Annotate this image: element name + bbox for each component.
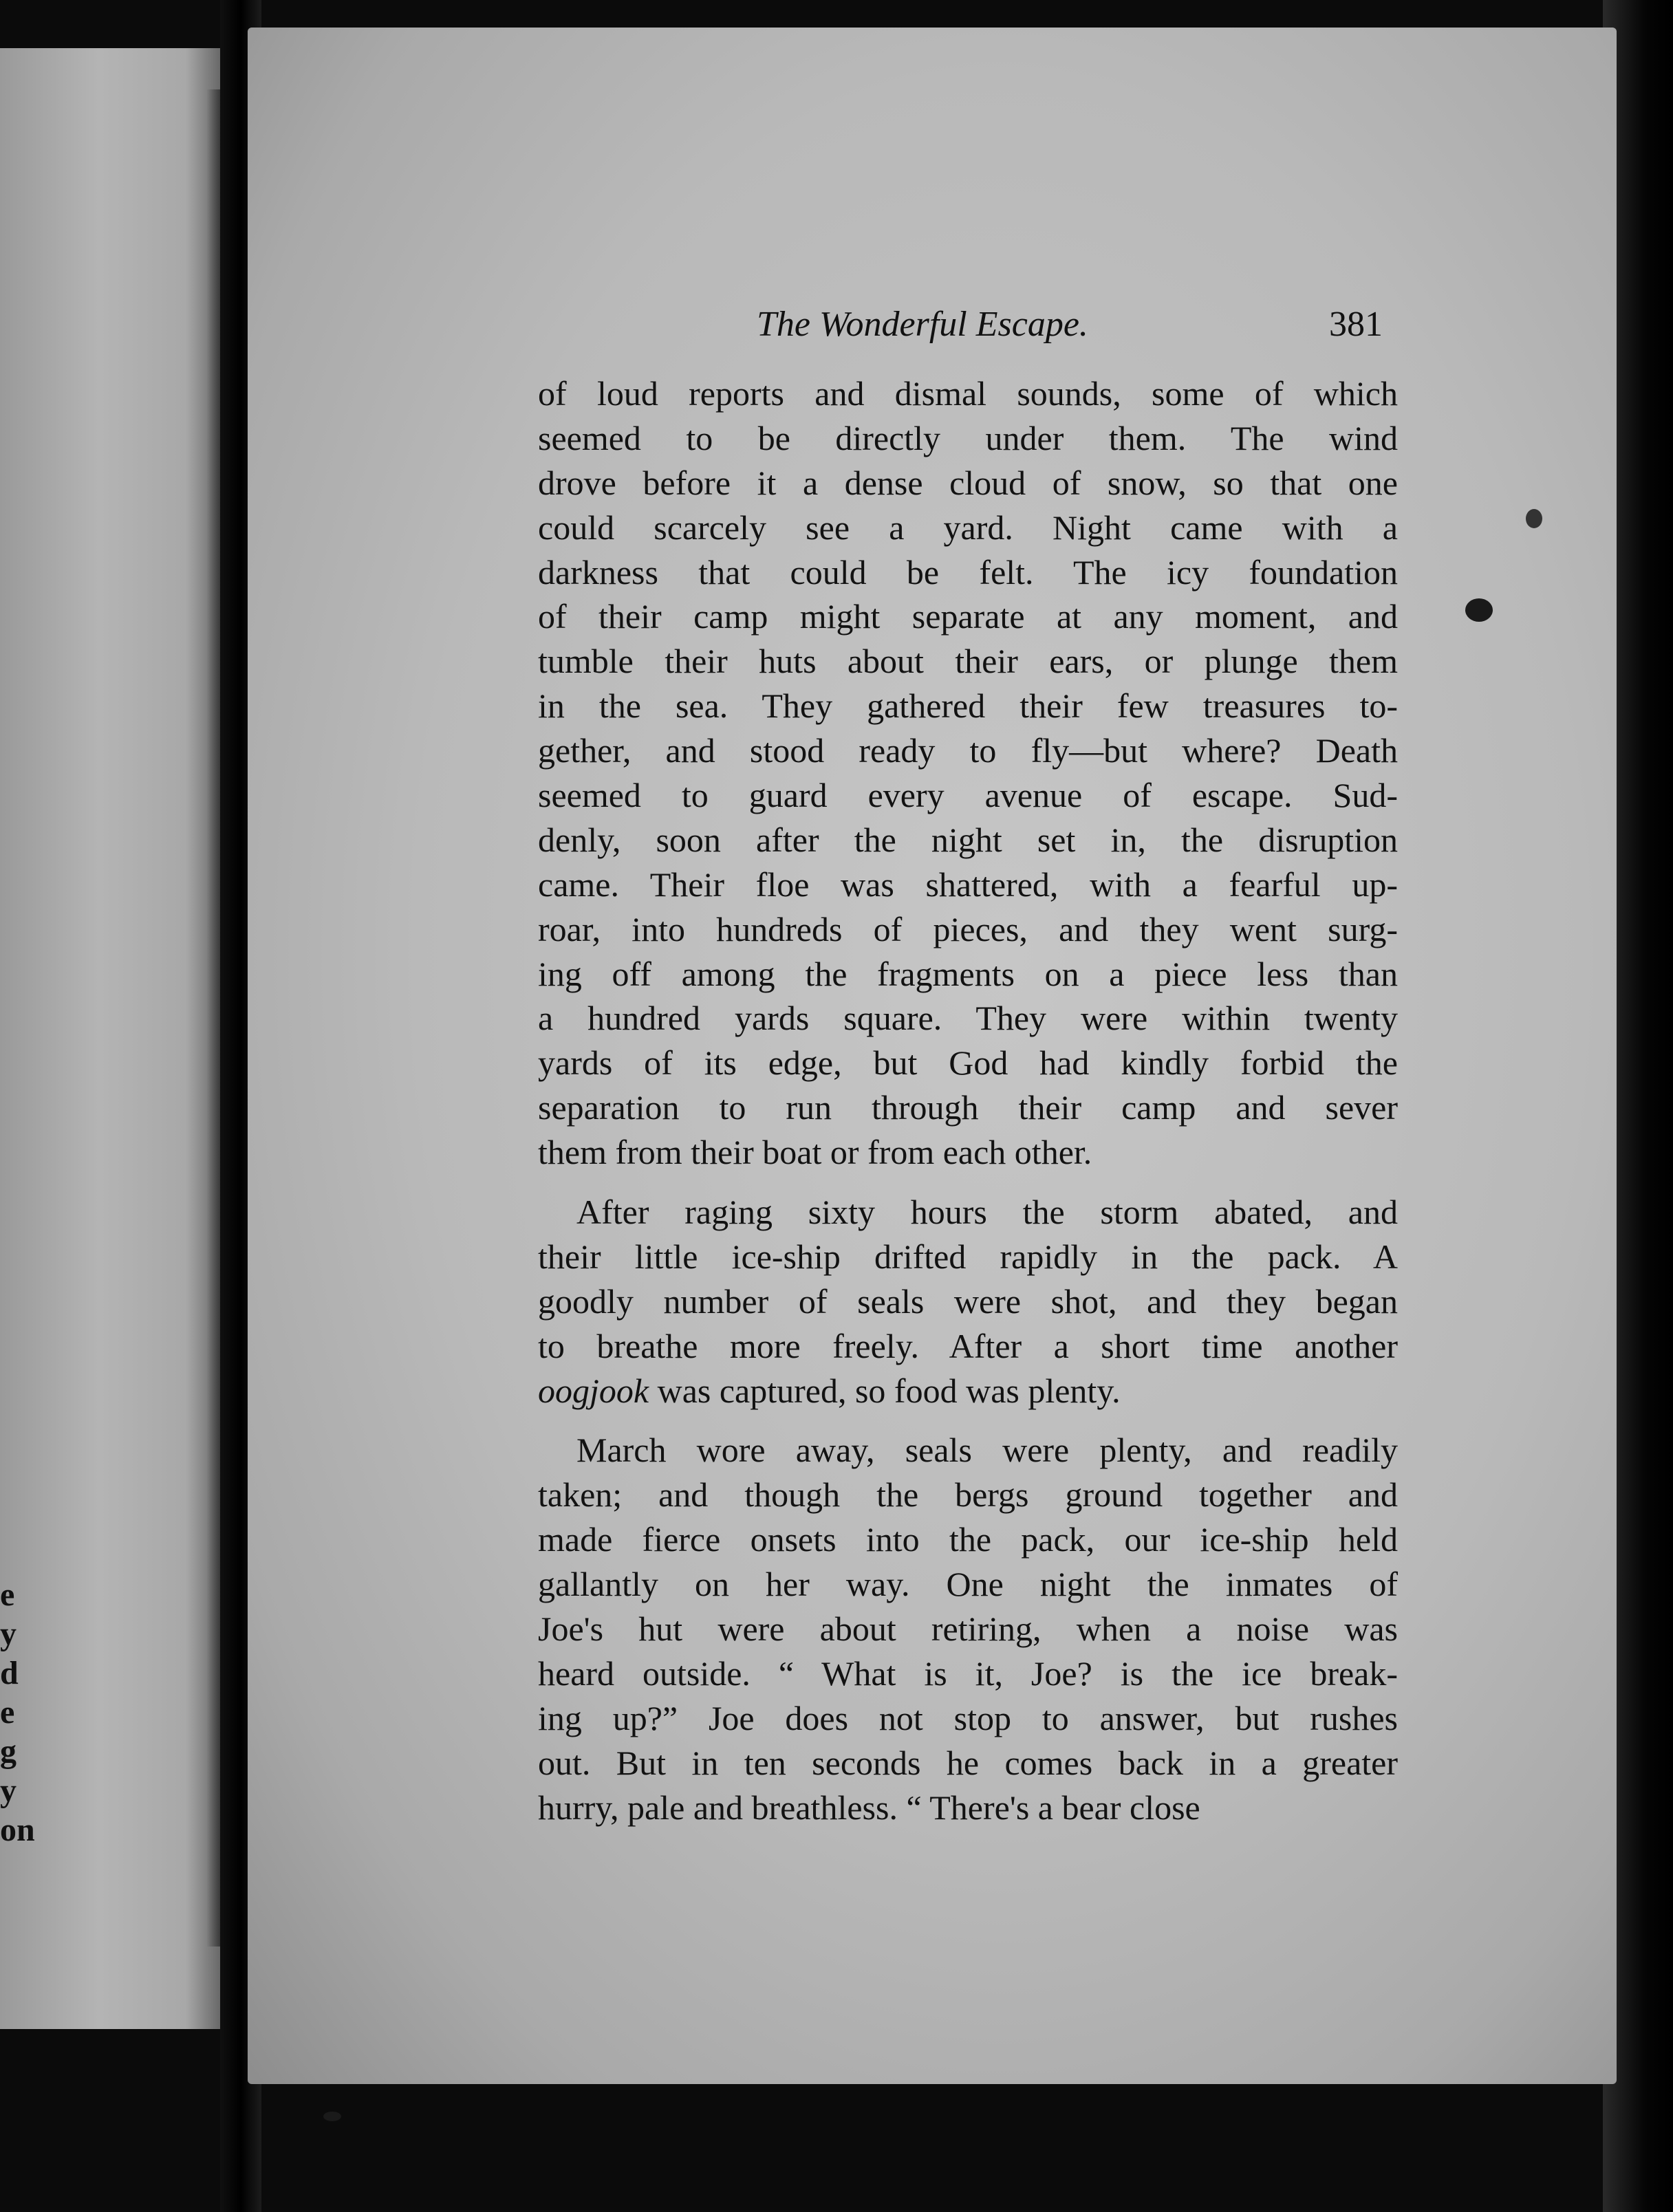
text-line: denly, soon after the night set in, the disruption — [538, 820, 1398, 859]
text-line: yards of its edge, but God had kindly forbid the — [538, 1043, 1398, 1083]
text-line: hurry, pale and breathless. “ There's a bear close — [538, 1788, 1200, 1827]
left-facing-page — [0, 48, 248, 2029]
text-line: seemed to be directly under them. The wind — [538, 418, 1398, 457]
body-text — [538, 371, 1398, 1830]
paragraph — [538, 1428, 1398, 1830]
text-line: gallantly on her way. One night the inmates of — [538, 1565, 1398, 1604]
text-line: them from their boat or from each other. — [538, 1133, 1092, 1172]
left-page-edge-letters — [0, 1575, 35, 1850]
text-line: out. But in ten seconds he comes back in a greater — [538, 1743, 1398, 1782]
running-head — [743, 297, 1383, 352]
ink-speck — [1526, 509, 1542, 528]
text-line: seemed to guard every avenue of escape. Sud- — [538, 776, 1398, 815]
text-line: tumble their huts about their ears, or plunge them — [538, 642, 1398, 681]
text-run: was captured, so food was plenty. — [649, 1371, 1121, 1410]
italic-word: oogjook — [538, 1371, 649, 1410]
text-line — [538, 1369, 1398, 1413]
text-line: roar, into hundreds of pieces, and they went surg- — [538, 909, 1398, 948]
text-line: darkness that could be felt. The icy foundation — [538, 552, 1398, 592]
edge-letter: d — [0, 1655, 19, 1691]
text-line: made fierce onsets into the pack, our ice-ship held — [538, 1520, 1398, 1559]
text-line: Joe's hut were about retiring, when a noise was — [538, 1609, 1398, 1649]
text-line: drove before it a dense cloud of snow, so that one — [538, 463, 1398, 502]
text-line: their little ice-ship drifted rapidly in the pack. A — [538, 1237, 1398, 1276]
text-line: taken; and though the bergs ground together and — [538, 1475, 1398, 1515]
text-line: could scarcely see a yard. Night came with a — [538, 508, 1398, 547]
paragraph — [538, 1190, 1398, 1413]
text-line: gether, and stood ready to fly—but where? Death — [538, 731, 1398, 770]
text-line: came. Their floe was shattered, with a fearful up- — [538, 865, 1398, 904]
edge-letter: y — [0, 1616, 17, 1652]
paragraph — [538, 371, 1398, 1175]
text-line: of their camp might separate at any moment, and — [538, 597, 1398, 636]
ink-speck — [1465, 598, 1493, 622]
edge-letter: g — [0, 1733, 17, 1770]
edge-letter: y — [0, 1772, 17, 1809]
edge-letter: e — [0, 1694, 15, 1731]
text-line: a hundred yards square. They were within twenty — [538, 999, 1398, 1038]
edge-letter: e — [0, 1576, 15, 1613]
text-line: March wore away, seals were plenty, and readily — [576, 1431, 1398, 1470]
text-line: to breathe more freely. After a short time another — [538, 1326, 1398, 1365]
text-line: goodly number of seals were shot, and they began — [538, 1281, 1398, 1321]
text-line: ing off among the fragments on a piece less than — [538, 954, 1398, 993]
text-line: After raging sixty hours the storm abated, and — [576, 1193, 1398, 1232]
edge-letter: on — [0, 1812, 35, 1848]
text-line: heard outside. “ What is it, Joe? is the ice break- — [538, 1653, 1398, 1693]
ink-speck — [323, 2112, 341, 2121]
running-title: The Wonderful Escape. — [757, 305, 1088, 344]
text-line: of loud reports and dismal sounds, some of which — [538, 374, 1398, 413]
text-line: separation to run through their camp and sever — [538, 1088, 1398, 1127]
text-line: ing up?” Joe does not stop to answer, but rushes — [538, 1698, 1398, 1737]
text-line: in the sea. They gathered their few treasures to- — [538, 686, 1398, 726]
page-number: 381 — [1329, 305, 1383, 344]
